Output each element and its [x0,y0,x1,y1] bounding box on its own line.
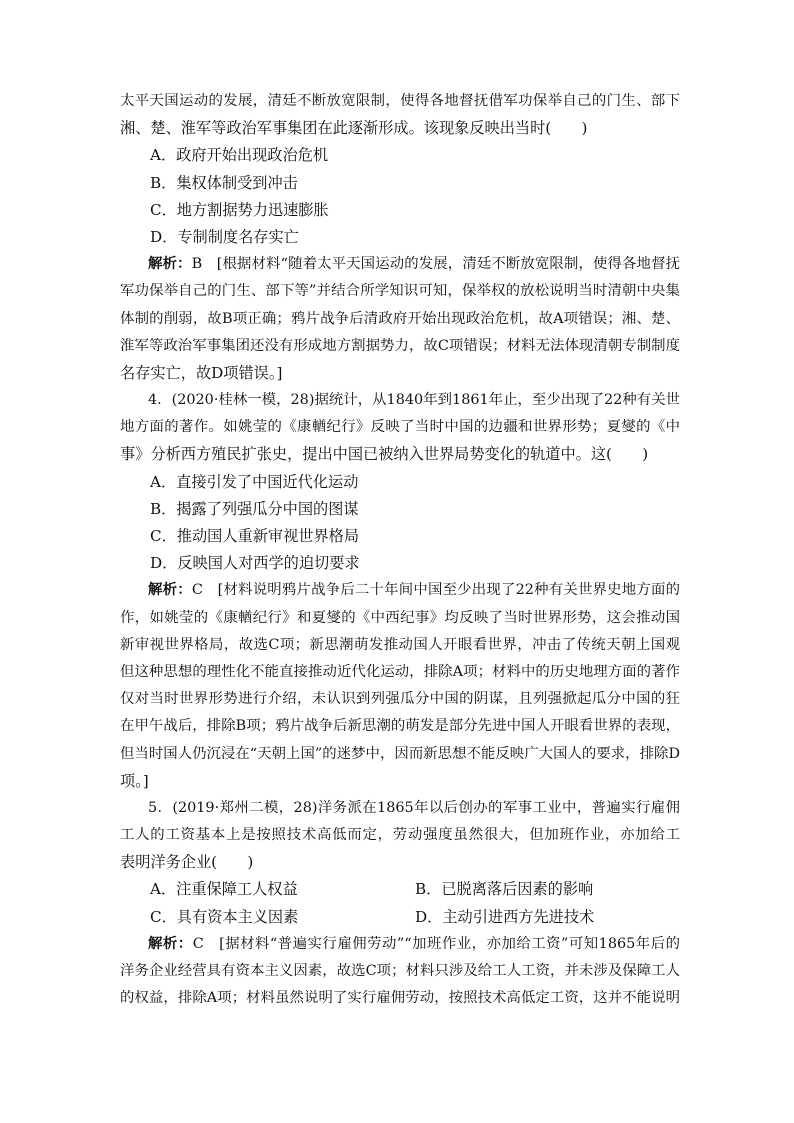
analysis-line: 体制的削弱，故B项正确；鸦片战争后清政府开始出现政治危机，故A项错误；湘、楚、 [120,310,680,327]
analysis-line: 仅对当时世界形势进行介绍，未认识到列强瓜分中国的阴谋，且列强掀起瓜分中国的狂 [120,691,680,708]
option-a: A．直接引发了中国近代化运动 [150,472,359,491]
option-d: D．主动引进西方先进技术 [415,907,595,926]
analysis-label: 解析： [148,256,192,273]
question-5 [120,795,680,1013]
analysis-line: 淮军等政治军事集团还没有形成地方割据势力，故C项错误；材料无法体现清朝专制制度 [120,337,680,354]
analysis-line: 在甲午战后，排除B项；鸦片战争后新思潮的萌发是部分先进中国人开眼看世界的表现， [120,718,680,735]
question-stem-line: 湘、楚、淮军等政治军事集团在此逐渐形成。该现象反映出当时( ) [120,119,588,138]
analysis-line: 军功保举自己的门生、部下等”并结合所学知识可知，保举权的放松说明当时清朝中央集 [120,283,680,300]
analysis-text: B [根据材料“随着太平天国运动的发展，清廷不断放宽限制，使得各地督抚 [191,256,680,273]
analysis-line: 但这种思想的理性化不能直接推动近代化运动，排除A项；材料中的历史地理方面的著作 [120,663,680,680]
option-c: C．具有资本主义因素 [150,907,299,926]
analysis-line: 作，如姚莹的《康輶纪行》和夏燮的《中西纪事》均反映了当时世界形势，这会推动国 [120,609,680,626]
option-c: C．地方割据势力迅速膨胀 [150,200,329,219]
question-3 [120,88,680,387]
option-b: B．集权体制受到冲击 [150,173,298,192]
analysis-label: 解析： [148,935,193,952]
analysis-line: 洋务企业经营具有资本主义因素，故选C项；材料只涉及给工人工资，并未涉及保障工人 [120,963,680,979]
question-stem-line: 地方面的著作。如姚莹的《康輶纪行》反映了当时中国的边疆和世界形势；夏燮的《中 [120,419,680,436]
page-content [120,88,680,1012]
question-4 [120,387,680,795]
analysis-line [120,577,680,604]
question-stem-line: 4．(2020·桂林一模，28)据统计，从1840年到1861年止，至少出现了22种有关世 [148,392,680,409]
question-stem-line: 工人的工资基本上是按照技术高低而定，劳动强度虽然很大，但加班作业，亦加给工 [120,827,680,844]
option-row [120,904,680,931]
option-a: A．政府开始出现政治危机 [150,146,329,165]
option-b: B．揭露了列强瓜分中国的图谋 [150,499,359,518]
question-stem-line: 事》分析西方殖民扩张史，提出中国已被纳入世界局势变化的轨道中。这( ) [120,445,649,464]
analysis-line: 项。] [120,771,149,790]
option-a: A．注重保障工人权益 [150,880,298,899]
analysis-text: C [材料说明鸦片战争后二十年间中国至少出现了22种有关世界史地方面的 [191,582,680,599]
question-stem-line: 表明洋务企业( ) [120,853,254,872]
question-stem-line: 5．(2019·郑州二模，28)洋务派在1865年以后创办的军事工业中，普遍实行雇佣 [148,799,680,816]
analysis-line: 名存实亡，故D项错误。] [120,363,283,382]
analysis-label: 解析： [148,582,192,599]
analysis-line [120,251,680,278]
analysis-line: 新审视世界格局，故选C项；新思潮萌发推动国人开眼看世界，冲击了传统天朝上国观 [120,636,680,653]
option-c: C．推动国人重新审视世界格局 [150,527,360,545]
analysis-line: 但当时国人仍沉浸在“天朝上国”的迷梦中，因而新思想不能反映广大国人的要求，排除D [120,745,680,762]
analysis-text: C [据材料“普遍实行雇佣劳动”“加班作业，亦加给工资”可知1865年后的 [192,935,680,952]
analysis-line [120,931,680,958]
option-b: B．已脱离落后因素的影响 [415,880,594,899]
analysis-line: 的权益，排除A项；材料虽然说明了实行雇佣劳动，按照技术高低定工资，这并不能说明 [120,990,680,1007]
option-row [120,876,680,903]
option-d: D．专制制度名存实亡 [150,227,299,246]
question-stem-line: 太平天国运动的发展，清廷不断放宽限制，使得各地督抚借军功保举自己的门生、部下 [120,93,680,109]
option-d: D．反映国人对西学的迫切要求 [150,554,360,573]
